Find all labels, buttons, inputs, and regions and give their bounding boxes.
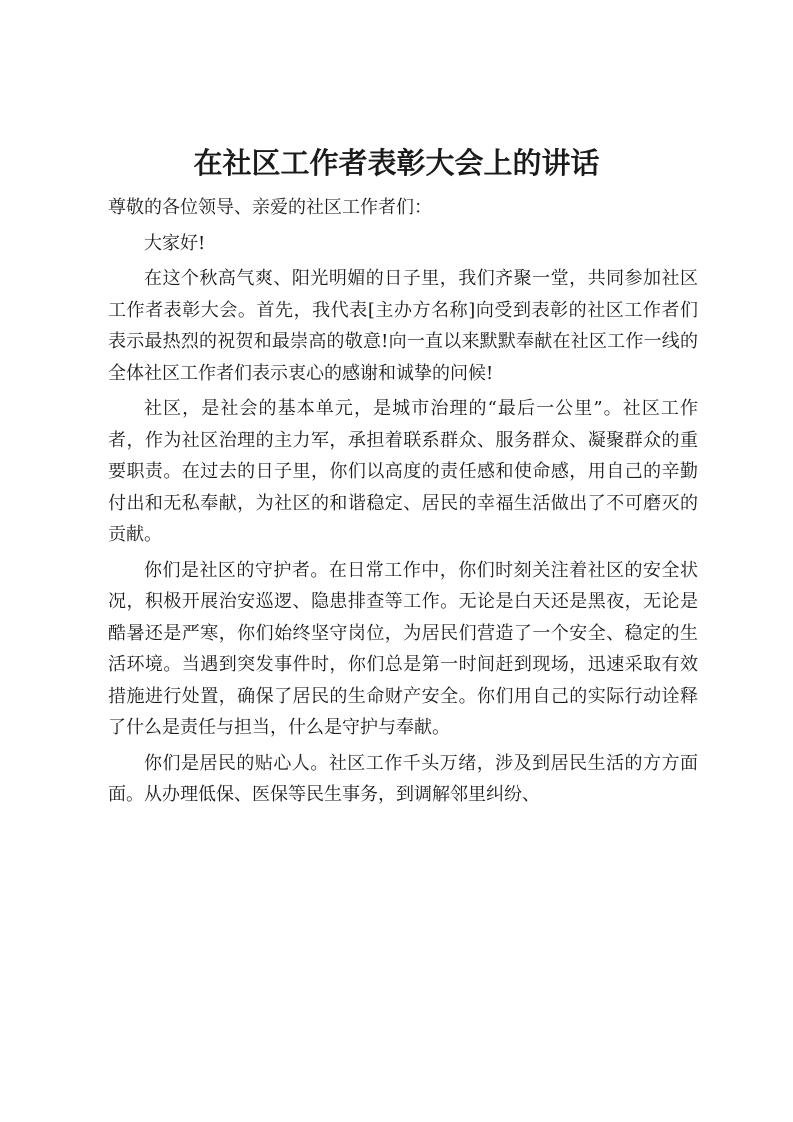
document-title: 在社区工作者表彰大会上的讲话: [193, 146, 600, 180]
salutation: 尊敬的各位领导、亲爱的社区工作者们：: [108, 197, 432, 218]
document-body: [108, 192, 698, 811]
greeting: 大家好!: [144, 232, 206, 254]
paragraph-1: 在这个秋高气爽、阳光明媚的日子里，我们齐聚一堂，共同参加社区工作者表彰大会。首先，我代表[主办方名称]向受到表彰的社区工作者们表示最热烈的祝贺和最崇高的敬意!向一直以来默默奉献在社区工作一线的全体社区工作者们表示衷心的感谢和诚挚的问候!: [108, 268, 698, 384]
paragraph-2: 社区，是社会的基本单元，是城市治理的“最后一公里”。社区工作者，作为社区治理的主力军，承担着联系群众、服务群众、凝聚群众的重要职责。在过去的日子里，你们以高度的责任感和使命感，用自己的辛勤付出和无私奉献，为社区的和谐稳定、居民的幸福生活做出了不可磨灭的贡献。: [108, 398, 698, 545]
paragraph-3: 你们是社区的守护者。在日常工作中，你们时刻关注着社区的安全状况，积极开展治安巡逻、隐患排查等工作。无论是白天还是黑夜，无论是酷暑还是严寒，你们始终坚守岗位，为居民们营造了一个安全、稳定的生活环境。当遇到突发事件时，你们总是第一时间赶到现场，迅速采取有效措施进行处置，确保了居民的生命财产安全。你们用自己的实际行动诠释了什么是责任与担当，什么是守护与奉献。: [108, 559, 698, 738]
paragraph-4: 你们是居民的贴心人。社区工作千头万绪，涉及到居民生活的方方面面。从办理低保、医保等民生事务，到调解邻里纠纷、: [108, 752, 698, 805]
